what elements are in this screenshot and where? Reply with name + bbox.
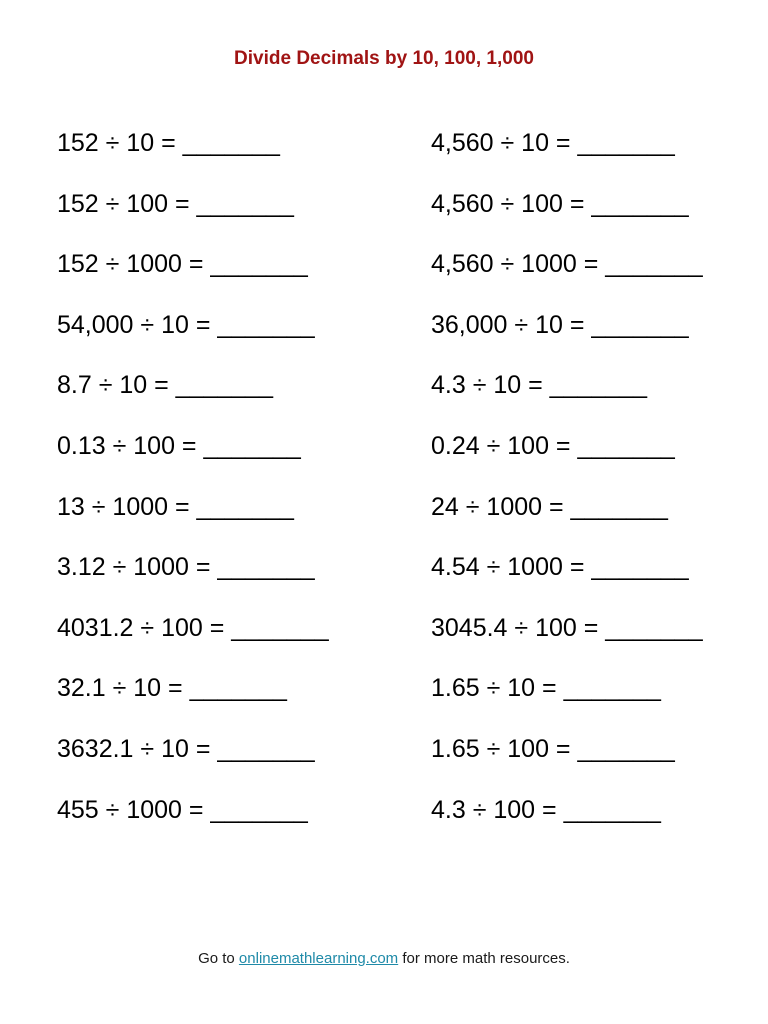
problem-item: 455 ÷ 1000 = _______ [57,795,308,824]
problem-item: 152 ÷ 10 = _______ [57,129,280,157]
left-problem-column [57,125,397,852]
worksheet-title: Divide Decimals by 10, 100, 1,000 [234,48,534,69]
problem-item: 13 ÷ 1000 = _______ [57,492,294,521]
problem-item: 36,000 ÷ 10 = _______ [431,310,689,339]
problem-item: 4,560 ÷ 1000 = _______ [431,250,703,279]
problem-item: 0.13 ÷ 100 = _______ [57,431,301,460]
problem-item: 3632.1 ÷ 10 = _______ [57,734,315,763]
resource-link[interactable]: onlinemathlearning.com [238,950,399,967]
problem-item: 3045.4 ÷ 100 = _______ [431,613,703,642]
problem-item: 3.12 ÷ 1000 = _______ [57,553,315,582]
problem-item: 24 ÷ 1000 = _______ [431,492,668,521]
problem-item: 0.24 ÷ 100 = _______ [431,431,675,460]
problem-item: 4.3 ÷ 100 = _______ [431,795,661,824]
footer-suffix: for more math resources. [398,950,570,967]
problem-item: 4,560 ÷ 10 = _______ [431,129,675,157]
problem-item: 1.65 ÷ 10 = _______ [431,674,661,703]
problem-item: 4031.2 ÷ 100 = _______ [57,613,329,642]
problem-item: 32.1 ÷ 10 = _______ [57,674,287,703]
footer-prefix: Go to [198,950,239,967]
right-problem-column [431,125,768,852]
problem-item: 152 ÷ 100 = _______ [57,189,294,218]
problem-item: 8.7 ÷ 10 = _______ [57,371,273,400]
problem-item: 4.3 ÷ 10 = _______ [431,371,647,400]
problem-item: 152 ÷ 1000 = _______ [57,250,308,279]
footer-note [0,949,768,969]
problem-item: 4.54 ÷ 1000 = _______ [431,553,689,582]
problem-item: 1.65 ÷ 100 = _______ [431,734,675,763]
problem-item: 54,000 ÷ 10 = _______ [57,310,315,339]
problem-item: 4,560 ÷ 100 = _______ [431,189,689,218]
